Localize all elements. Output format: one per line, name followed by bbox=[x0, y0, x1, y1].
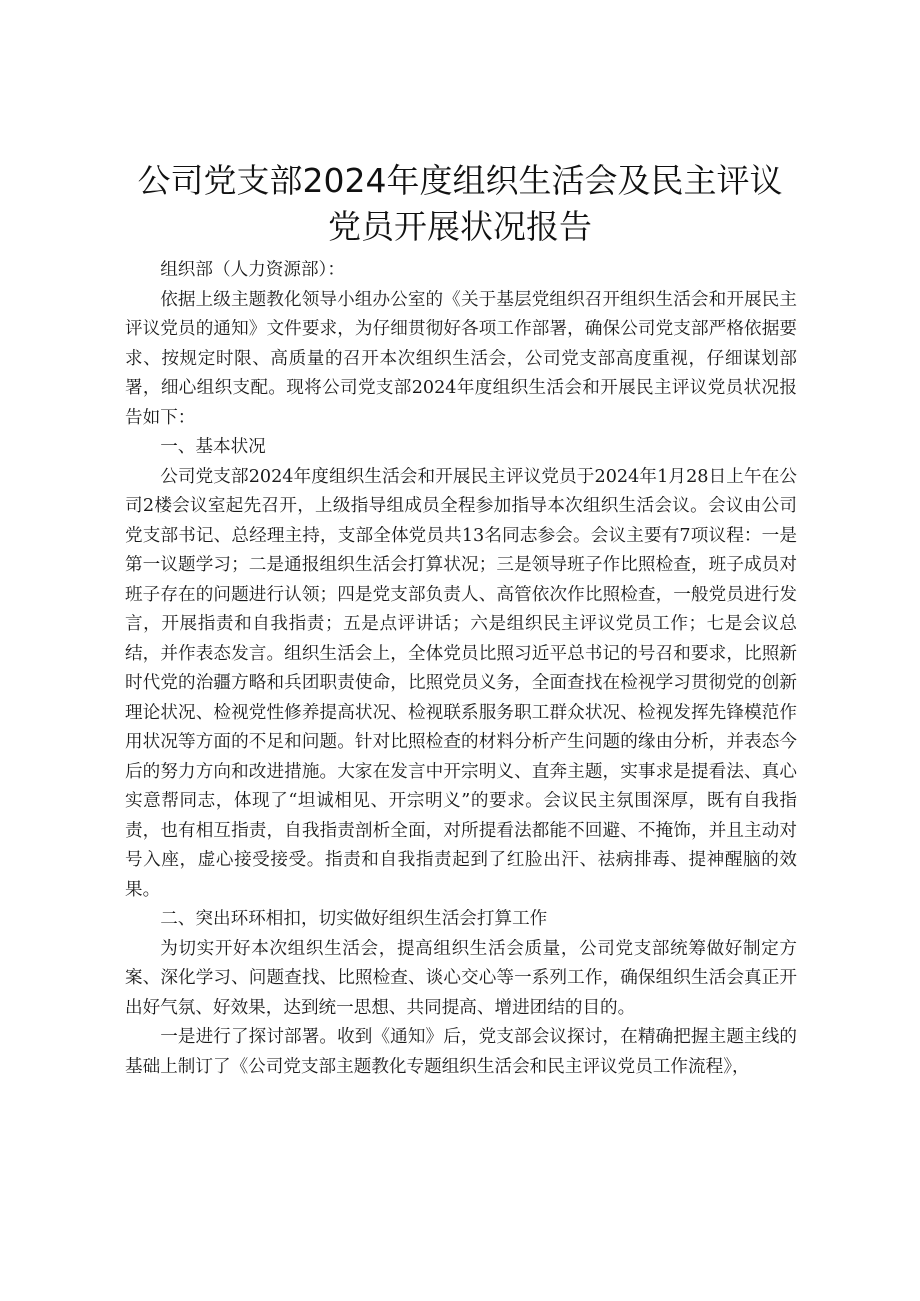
salutation: 组织部（人力资源部）： bbox=[160, 260, 345, 280]
title-line-1: 公司党支部2024年度组织生活会及民主评议 bbox=[137, 161, 783, 200]
paragraph-preparation: 为切实开好本次组织生活会，提高组织生活会质量，公司党支部统筹做好制定方案、深化学习、问题查找、比照检查、谈心交心等一系列工作，确保组织生活会真正开出好气氛、好效果，达到统一思想、共同提高、增进团结的目的。 bbox=[125, 938, 797, 1018]
section-heading-basic: 一、基本状况 bbox=[160, 437, 266, 457]
document-title bbox=[100, 158, 820, 250]
section-heading-preparation: 二、突出环环相扣，切实做好组织生活会打算工作 bbox=[160, 909, 548, 929]
paragraph-intro: 依据上级主题教化领导小组办公室的《关于基层党组织召开组织生活会和开展民主评议党员的通知》文件要求，为仔细贯彻好各项工作部署，确保公司党支部严格依据要求、按规定时限、高质量的召开本次组织生活会，公司党支部高度重视，仔细谋划部署，细心组织支配。现将公司党支部2024年度组织生活会和开展民主评议党员状况报告如下： bbox=[125, 289, 797, 428]
paragraph-deployment: 一是进行了探讨部署。收到《通知》后，党支部会议探讨，在精确把握主题主线的基础上制订了《公司党支部主题教化专题组织生活会和民主评议党员工作流程》， bbox=[125, 1027, 797, 1077]
document-body bbox=[125, 256, 797, 1082]
paragraph-basic-status: 公司党支部2024年度组织生活会和开展民主评议党员于2024年1月28日上午在公司2楼会议室起先召开，上级指导组成员全程参加指导本次组织生活会议。会议由公司党支部书记、总经理主持，支部全体党员共13名同志参会。会议主要有7项议程：一是第一议题学习；二是通报组织生活会打算状况；三是领导班子作比照检查，班子成员对班子存在的问题进行认领；四是党支部负责人、高管依次作比照检查，一般党员进行发言，开展指责和自我指责；五是点评讲话；六是组织民主评议党员工作；七是会议总结，并作表态发言。组织生活会上，全体党员比照习近平总书记的号召和要求，比照新时代党的治疆方略和兵团职责使命，比照党员义务，全面查找在检视学习贯彻党的创新理论状况、检视党性修养提高状况、检视联系服务职工群众状况、检视发挥先锋模范作用状况等方面的不足和问题。针对比照检查的材料分析产生问题的缘由分析，并表态今后的努力方向和改进措施。大家在发言中开宗明义、直奔主题，实事求是提看法、真心实意帮同志，体现了“坦诚相见、开宗明义”的要求。会议民主氛围深厚，既有自我指责，也有相互指责，自我指责剖析全面，对所提看法都能不回避、不掩饰，并且主动对号入座，虚心接受接受。指责和自我指责起到了红脸出汗、祛病排毒、提神醒脑的效果。 bbox=[125, 466, 797, 900]
title-line-2: 党员开展状况报告 bbox=[328, 207, 592, 246]
